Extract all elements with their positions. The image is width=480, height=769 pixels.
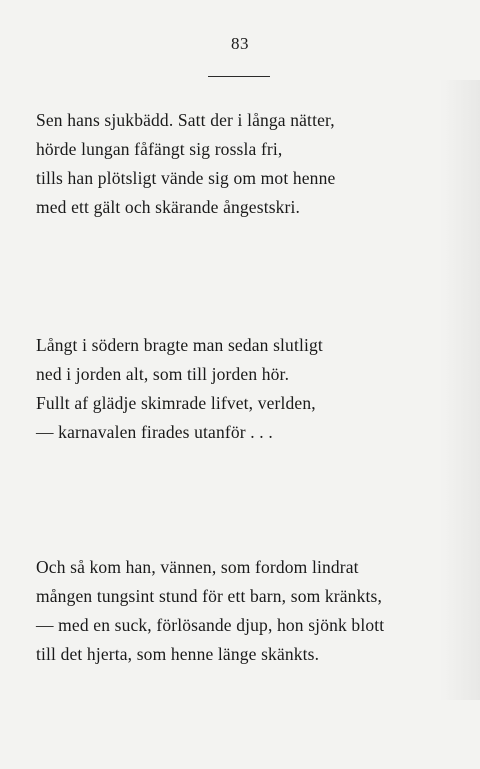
verse-line: — karnavalen firades utanför . . .	[36, 422, 273, 442]
verse-line: Långt i södern bragte man sedan slutligt	[36, 335, 323, 355]
verse-line: Fullt af glädje skimrade lifvet, verlden,	[36, 393, 316, 413]
verse-line: ned i jorden alt, som till jorden hör.	[36, 364, 290, 384]
verse-line: mången tungsint stund för ett barn, som kränkts,	[36, 586, 382, 606]
page-number: 83	[231, 34, 249, 53]
stanza-2	[36, 331, 456, 447]
verse-line: Och så kom han, vännen, som fordom lindrat	[36, 557, 359, 577]
verse-line: tills han plötsligt vände sig om mot henne	[36, 168, 336, 188]
verse-line: Sen hans sjukbädd. Satt der i långa nätter,	[36, 110, 335, 130]
verse-line: med ett gält och skärande ångestskri.	[36, 197, 301, 217]
header-rule	[208, 76, 270, 77]
stanza-3	[36, 553, 456, 669]
verse-line: till det hjerta, som henne länge skänkts.	[36, 644, 320, 664]
verse-line: hörde lungan fåfängt sig rossla fri,	[36, 139, 283, 159]
verse-line: — med en suck, förlösande djup, hon sjönk blott	[36, 615, 385, 635]
stanza-1	[36, 106, 456, 222]
